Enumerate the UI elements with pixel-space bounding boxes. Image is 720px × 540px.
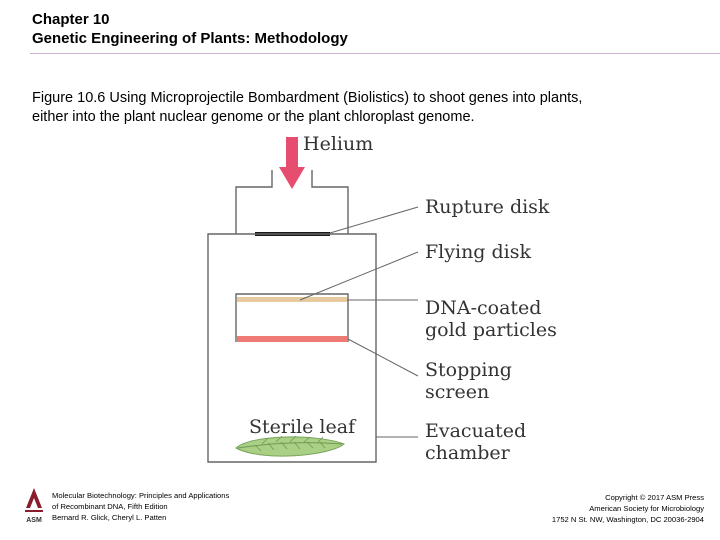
footer-copyright [552, 492, 704, 525]
label-dna-coated-1: DNA-coated [425, 297, 542, 319]
stopping-screen [237, 336, 347, 342]
helium-arrow-head [279, 167, 305, 189]
label-stopping-2: screen [425, 381, 490, 403]
footer-copyright-line: Copyright © 2017 ASM Press [605, 493, 704, 502]
footer-authors: Bernard R. Glick, Cheryl L. Patten [52, 513, 167, 522]
asm-press-logo [22, 486, 46, 534]
label-helium: Helium [303, 133, 374, 155]
flying-disk [237, 297, 347, 302]
sterile-leaf [236, 436, 344, 456]
label-flying-disk: Flying disk [425, 241, 532, 263]
footer-citation [52, 490, 229, 523]
asm-logo-bar [25, 510, 43, 512]
footer-address: 1752 N St. NW, Washington, DC 20036-2904 [551, 515, 704, 524]
footer-book-title: Molecular Biotechnology: Principles and Applications [52, 491, 230, 500]
label-evacuated-2: chamber [425, 442, 510, 464]
asm-logo-text: ASM [26, 517, 42, 524]
footer-publisher: American Society for Microbiology [589, 504, 704, 513]
leader-flying-disk [300, 252, 418, 300]
footer-book-subtitle: of Recombinant DNA, Fifth Edition [52, 502, 168, 511]
label-sterile-leaf: Sterile leaf [249, 416, 356, 438]
label-evacuated-1: Evacuated [425, 420, 527, 442]
label-stopping-1: Stopping [425, 359, 512, 381]
chapter-number: Chapter 10 [32, 11, 110, 28]
leader-stopping-screen [348, 339, 418, 376]
chapter-title: Genetic Engineering of Plants: Methodology [32, 30, 348, 47]
caption-line-1: Figure 10.6 Using Microprojectile Bombardment (Biolistics) to shoot genes into plants, [32, 90, 583, 106]
leader-rupture-disk [330, 207, 418, 233]
helium-arrow-shaft [286, 137, 298, 171]
asm-logo-emblem [26, 488, 42, 508]
label-rupture-disk: Rupture disk [425, 196, 550, 218]
caption-line-2: either into the plant nuclear genome or the plant chloroplast genome. [32, 109, 475, 125]
label-dna-coated-2: gold particles [425, 319, 557, 341]
